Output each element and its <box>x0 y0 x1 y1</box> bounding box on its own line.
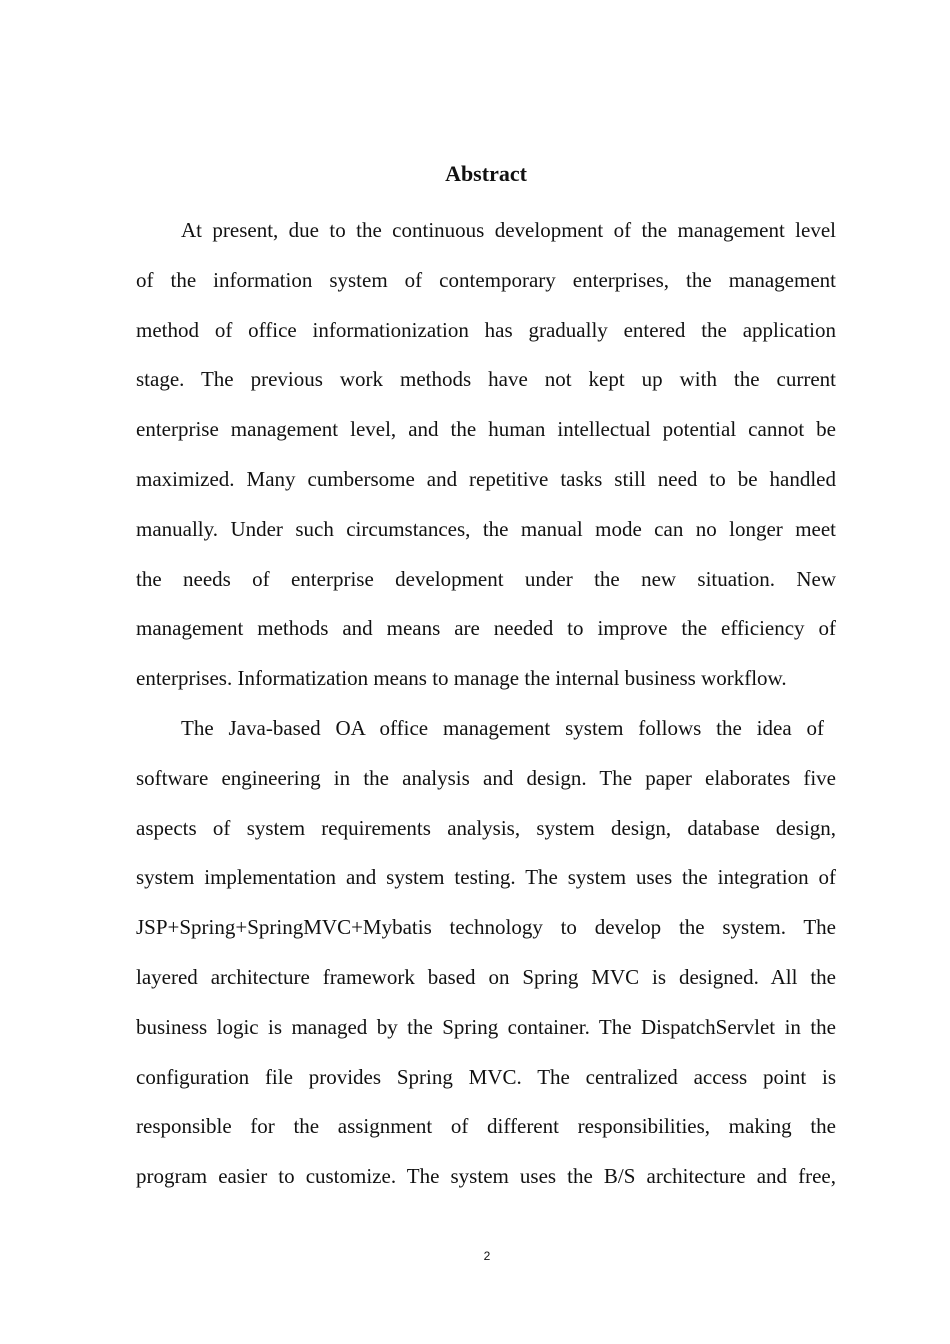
text-line: business logic is managed by the Spring container. The DispatchServlet in the <box>136 1014 836 1039</box>
text-line: JSP+Spring+SpringMVC+Mybatis technology to develop the system. The <box>136 915 836 940</box>
text-line: The Java-based OA office management system follows the idea of <box>181 715 824 740</box>
text-line: aspects of system requirements analysis, system design, database design, <box>136 815 836 840</box>
text-line: of the information system of contemporary enterprises, the management <box>136 267 836 292</box>
text-line: At present, due to the continuous development of the management level <box>181 218 836 242</box>
text-line: the needs of enterprise development under the new situation. New <box>136 566 836 591</box>
text-line: manually. Under such circumstances, the manual mode can no longer meet <box>136 516 836 541</box>
text-line: program easier to customize. The system uses the B/S architecture and free, <box>136 1164 836 1189</box>
abstract-heading: Abstract <box>445 161 527 186</box>
text-line: stage. The previous work methods have not kept up with the current <box>136 367 836 392</box>
paragraph <box>136 206 836 704</box>
text-line: system implementation and system testing. The system uses the integration of <box>136 865 836 890</box>
text-line: configuration file provides Spring MVC. The centralized access point is <box>136 1064 836 1089</box>
text-line: layered architecture framework based on Spring MVC is designed. All the <box>136 964 836 989</box>
paragraph <box>136 704 836 1202</box>
text-line: software engineering in the analysis and design. The paper elaborates five <box>136 765 836 790</box>
text-line: responsible for the assignment of different responsibilities, making the <box>136 1114 836 1139</box>
text-line: enterprises. Informatization means to manage the internal business workflow. <box>136 666 787 691</box>
page-number: 2 <box>483 1249 491 1263</box>
text-line: maximized. Many cumbersome and repetitive tasks still need to be handled <box>136 466 836 491</box>
abstract-body <box>136 206 836 1202</box>
text-line: enterprise management level, and the human intellectual potential cannot be <box>136 417 836 442</box>
text-line: management methods and means are needed to improve the efficiency of <box>136 616 836 641</box>
text-line: method of office informationization has gradually entered the application <box>136 317 836 342</box>
